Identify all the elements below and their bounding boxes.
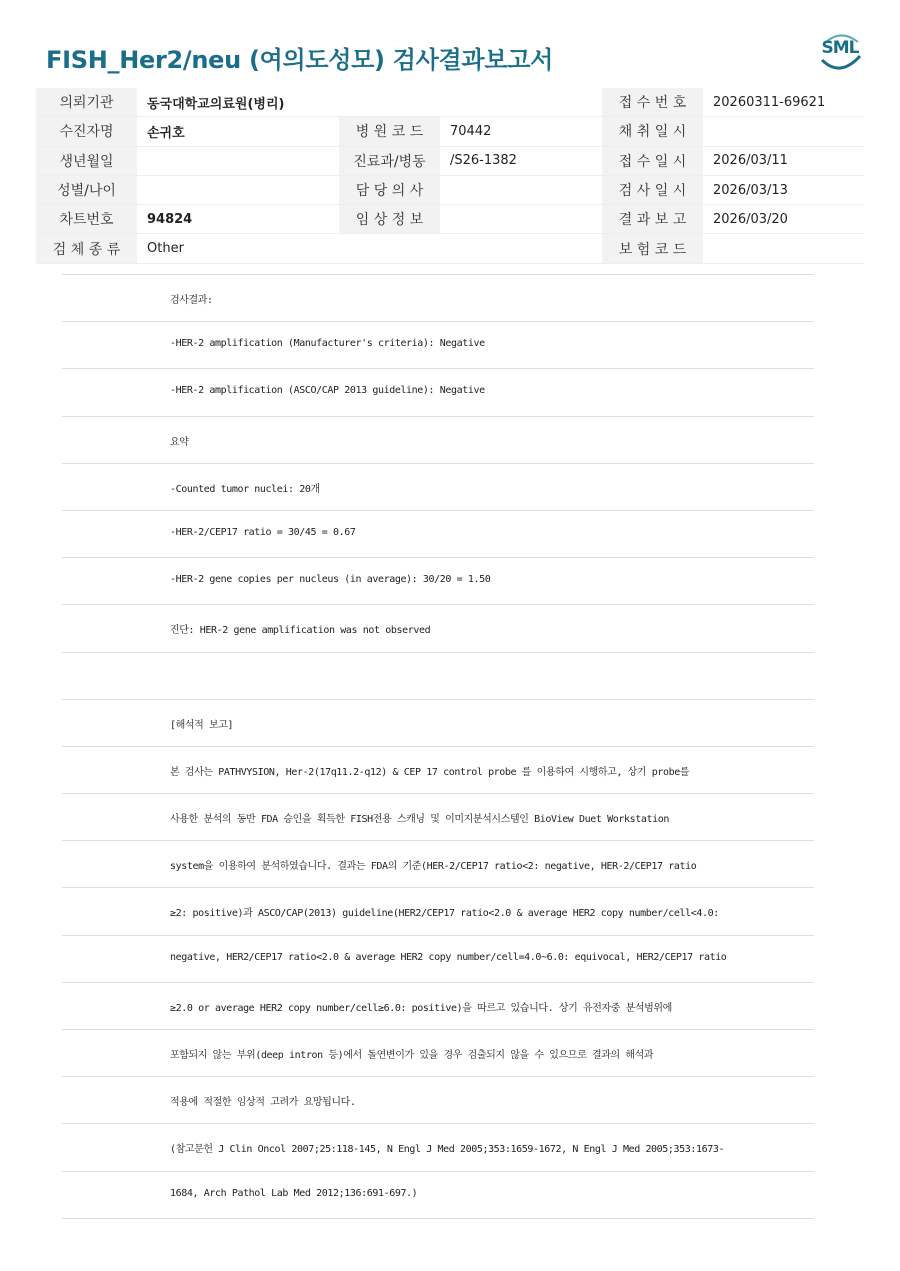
result-row [62,840,814,887]
result-row [62,510,814,557]
info-value: 2026/03/20 [703,205,864,234]
info-label: 접 수 일 시 [602,146,703,175]
result-row [62,274,814,321]
result-line: 검사결과: [170,295,213,306]
patient-info-table [36,88,864,264]
info-label: 검 사 일 시 [602,175,703,204]
info-value: 94824 [137,205,339,234]
result-line: -HER-2/CEP17 ratio = 30/45 = 0.67 [170,526,356,538]
info-row [36,205,864,234]
info-value [440,88,602,117]
info-label: 생년월일 [36,146,137,175]
info-value [703,117,864,146]
info-label: 수진자명 [36,117,137,146]
result-row [62,887,814,934]
result-line: (참고문헌 J Clin Oncol 2007;25:118-145, N Engl J Med 2005;353:1659-1672, N Engl J Med 2005;353:1673- [170,1144,725,1156]
info-value [137,146,339,175]
info-value [339,88,440,117]
result-row [62,1076,814,1123]
info-value: 동국대학교의료원(병리) [137,88,339,117]
result-line: -Counted tumor nuclei: 20개 [170,483,320,495]
result-row [62,1029,814,1076]
result-row [62,463,814,510]
info-value [703,234,864,263]
info-value: 2026/03/13 [703,175,864,204]
info-value [440,234,602,263]
sml-logo [816,30,864,76]
result-line: 포함되지 않는 부위(deep intron 등)에서 돌연변이가 있을 경우 검출되지 않을 수 있으므로 결과의 해석과 [170,1050,654,1061]
result-line: -HER-2 amplification (Manufacturer's criteria): Negative [170,338,485,350]
info-label: 채 취 일 시 [602,117,703,146]
info-value: 손귀호 [137,117,339,146]
result-line: 사용한 분석의 동반 FDA 승인을 획득한 FISH전용 스캐닝 및 이미지분석시스템인 BioView Duet Workstation [170,814,669,826]
result-line: ≥2.0 or average HER2 copy number/cell≥6.0: positive)을 따르고 있습니다. 상기 유전자중 분석범위에 [170,1002,672,1014]
info-value: Other [137,234,339,263]
info-label: 차트번호 [36,205,137,234]
result-row [62,699,814,746]
info-row [36,117,864,146]
page-title: FISH_Her2/neu (여의도성모) 검사결과보고서 [46,46,553,74]
result-line: 1684, Arch Pathol Lab Med 2012;136:691-697.) [170,1187,418,1199]
results-section [62,274,814,1219]
info-label: 검 체 종 류 [36,234,137,263]
info-label: 보 험 코 드 [602,234,703,263]
info-row [36,175,864,204]
result-row [62,982,814,1029]
result-row [62,793,814,840]
result-row [62,557,814,604]
result-line: -HER-2 gene copies per nucleus (in average): 30/20 = 1.50 [170,574,491,586]
info-label: 의뢰기관 [36,88,137,117]
result-line: 적용에 적절한 임상적 고려가 요망됩니다. [170,1097,356,1109]
info-label: 담 당 의 사 [339,175,440,204]
info-row [36,88,864,117]
result-line: ≥2: positive)과 ASCO/CAP(2013) guideline(HER2/CEP17 ratio<2.0 & average HER2 copy number/cell<4.0: [170,908,719,920]
info-label: 성별/나이 [36,175,137,204]
info-value [440,205,602,234]
info-value: /S26-1382 [440,146,602,175]
info-label: 결 과 보 고 [602,205,703,234]
result-row [62,321,814,368]
info-label: 임 상 정 보 [339,205,440,234]
info-value [440,175,602,204]
info-row [36,234,864,263]
info-label: 접 수 번 호 [602,88,703,117]
info-row [36,146,864,175]
result-row [62,652,814,699]
info-value: 20260311-69621 [703,88,864,117]
logo-text: SML [821,38,859,58]
result-line: negative, HER2/CEP17 ratio<2.0 & average HER2 copy number/cell=4.0~6.0: equivocal, HER2/CEP17 ratio [170,951,727,963]
info-value: 70442 [440,117,602,146]
result-line: 본 검사는 PATHVYSION, Her-2(17q11.2-q12) & CEP 17 control probe 를 이용하여 시행하고, 상기 probe를 [170,766,690,778]
result-row [62,604,814,651]
info-label: 병 원 코 드 [339,117,440,146]
info-value [339,234,440,263]
result-row [62,416,814,463]
result-line: 요약 [170,436,189,448]
result-line: -HER-2 amplification (ASCO/CAP 2013 guideline): Negative [170,385,485,397]
info-label: 진료과/병동 [339,146,440,175]
result-row [62,368,814,415]
result-line: 진단: HER-2 gene amplification was not observed [170,625,431,637]
result-line: system을 이용하여 분석하였습니다. 결과는 FDA의 기준(HER-2/CEP17 ratio<2: negative, HER-2/CEP17 ratio [170,861,697,873]
result-row [62,746,814,793]
info-value [137,175,339,204]
result-row [62,1123,814,1170]
info-value: 2026/03/11 [703,146,864,175]
result-row [62,1171,814,1219]
result-line: [해석적 보고] [170,719,234,731]
result-row [62,935,814,982]
